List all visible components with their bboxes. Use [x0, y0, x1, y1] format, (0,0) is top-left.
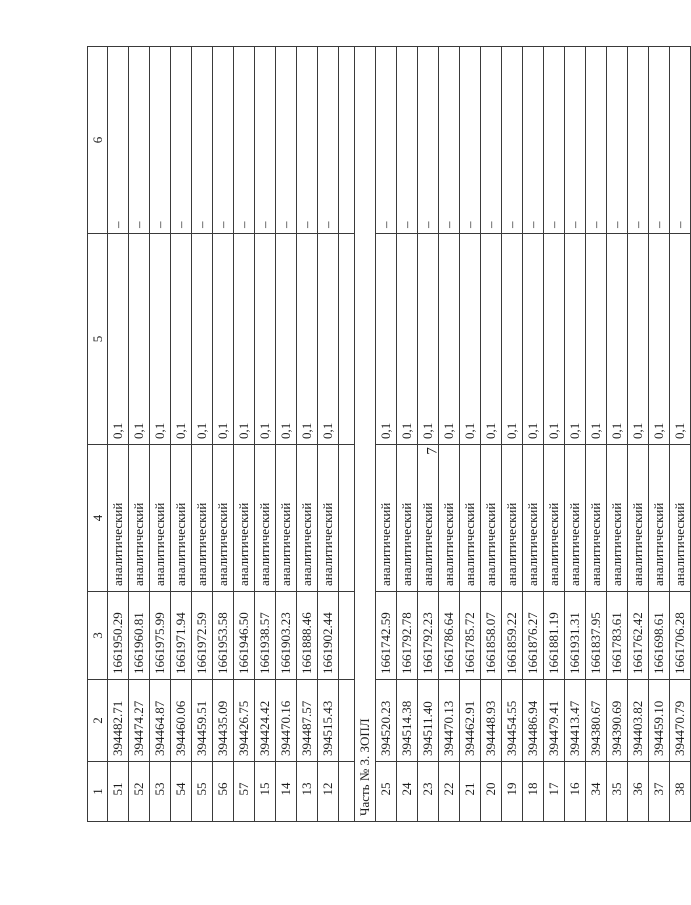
table-cell: 0,1 — [523, 234, 544, 445]
table-cell: – — [108, 47, 129, 234]
table-cell: аналитический — [439, 445, 460, 592]
table-cell: аналитический — [565, 445, 586, 592]
column-header: 6 — [88, 47, 108, 234]
table-cell: аналитический — [481, 445, 502, 592]
table-cell: 25 — [376, 762, 397, 822]
table-cell: 0,1 — [255, 234, 276, 445]
table-cell: 394448.93 — [481, 680, 502, 762]
table-cell: – — [276, 47, 297, 234]
table-cell: 0,1 — [397, 234, 418, 445]
table-cell: аналитический — [586, 445, 607, 592]
table-cell: 1661946.50 — [234, 592, 255, 680]
empty-cell — [339, 445, 355, 592]
table-cell: аналитический — [649, 445, 670, 592]
table-cell: – — [439, 47, 460, 234]
table-cell: 52 — [129, 762, 150, 822]
table-cell: 1661902.44 — [318, 592, 339, 680]
table-cell: аналитический — [502, 445, 523, 592]
table-cell: – — [460, 47, 481, 234]
table-cell: – — [150, 47, 171, 234]
table-row — [276, 47, 297, 822]
section-title: Часть № 3. ЗОПЛ — [355, 47, 376, 822]
table-cell: 394482.71 — [108, 680, 129, 762]
column-header: 4 — [88, 445, 108, 592]
column-header: 5 — [88, 234, 108, 445]
table-cell: 56 — [213, 762, 234, 822]
table-cell: 0,1 — [171, 234, 192, 445]
table-row — [192, 47, 213, 822]
table-row — [586, 47, 607, 822]
table-cell: 394390.69 — [607, 680, 628, 762]
table-cell: 51 — [108, 762, 129, 822]
table-cell: 1661938.57 — [255, 592, 276, 680]
table-cell: аналитический — [670, 445, 691, 592]
table-cell: 1661950.29 — [108, 592, 129, 680]
table-cell: – — [318, 47, 339, 234]
table-row — [213, 47, 234, 822]
table-cell: 23 — [418, 762, 439, 822]
table-cell: 55 — [192, 762, 213, 822]
table-cell: 1661972.59 — [192, 592, 213, 680]
table-cell: 0,1 — [628, 234, 649, 445]
table-row — [255, 47, 276, 822]
table-cell: – — [129, 47, 150, 234]
table-row — [565, 47, 586, 822]
table-cell: 0,1 — [129, 234, 150, 445]
table-cell: 1661859.22 — [502, 592, 523, 680]
coordinates-table — [87, 46, 691, 822]
table-cell: 17 — [544, 762, 565, 822]
table-cell: – — [523, 47, 544, 234]
table-row — [234, 47, 255, 822]
table-cell: 394454.55 — [502, 680, 523, 762]
table-cell: 22 — [439, 762, 460, 822]
table-cell: аналитический — [544, 445, 565, 592]
column-header: 3 — [88, 592, 108, 680]
table-cell: – — [418, 47, 439, 234]
table-cell: 394459.51 — [192, 680, 213, 762]
table-cell: 394403.82 — [628, 680, 649, 762]
table-cell: 1661783.61 — [607, 592, 628, 680]
table-cell: 394486.94 — [523, 680, 544, 762]
table-cell: 394470.13 — [439, 680, 460, 762]
table-cell: 394413.47 — [565, 680, 586, 762]
table-row — [481, 47, 502, 822]
table-cell: 1661858.07 — [481, 592, 502, 680]
empty-cell — [339, 592, 355, 680]
table-cell: 53 — [150, 762, 171, 822]
table-row — [397, 47, 418, 822]
table-cell: 1661786.64 — [439, 592, 460, 680]
table-cell: 12 — [318, 762, 339, 822]
table-cell: аналитический — [318, 445, 339, 592]
table-cell: 1661785.72 — [460, 592, 481, 680]
rotated-table-container — [87, 47, 687, 822]
table-cell: 0,1 — [234, 234, 255, 445]
table-cell: 394487.57 — [297, 680, 318, 762]
column-header: 2 — [88, 680, 108, 762]
table-cell: 21 — [460, 762, 481, 822]
table-row — [150, 47, 171, 822]
table-cell: 1661837.95 — [586, 592, 607, 680]
empty-cell — [339, 47, 355, 234]
table-cell: – — [297, 47, 318, 234]
table-cell: 0,1 — [460, 234, 481, 445]
table-row — [607, 47, 628, 822]
spacer-row — [339, 47, 355, 822]
table-header-row — [88, 47, 108, 822]
table-cell: 1661881.19 — [544, 592, 565, 680]
table-cell: 1661762.42 — [628, 592, 649, 680]
table-cell: 0,1 — [213, 234, 234, 445]
table-cell: – — [586, 47, 607, 234]
table-row — [418, 47, 439, 822]
section-title-row — [355, 47, 376, 822]
table-cell: 14 — [276, 762, 297, 822]
table-row — [129, 47, 150, 822]
table-cell: 37 — [649, 762, 670, 822]
table-cell: 1661888.46 — [297, 592, 318, 680]
table-row — [171, 47, 192, 822]
table-cell: аналитический — [255, 445, 276, 592]
table-cell: 394511.40 — [418, 680, 439, 762]
table-cell: 0,1 — [276, 234, 297, 445]
table-cell: 1661931.31 — [565, 592, 586, 680]
table-cell: – — [376, 47, 397, 234]
table-cell: аналитический — [213, 445, 234, 592]
table-cell: – — [502, 47, 523, 234]
table-row — [544, 47, 565, 822]
table-cell: 0,1 — [376, 234, 397, 445]
table-cell: аналитический — [523, 445, 544, 592]
table-cell: аналитический — [276, 445, 297, 592]
table-cell: 1661706.28 — [670, 592, 691, 680]
page-number: 7 — [424, 447, 441, 455]
table-cell: – — [649, 47, 670, 234]
table-cell: 35 — [607, 762, 628, 822]
table-row — [502, 47, 523, 822]
empty-cell — [339, 680, 355, 762]
table-cell: 1661742.59 — [376, 592, 397, 680]
table-cell: 20 — [481, 762, 502, 822]
table-cell: – — [544, 47, 565, 234]
table-cell: 0,1 — [565, 234, 586, 445]
table-cell: 36 — [628, 762, 649, 822]
table-cell: 0,1 — [607, 234, 628, 445]
table-cell: 1661971.94 — [171, 592, 192, 680]
table-cell: 394460.06 — [171, 680, 192, 762]
table-cell: 0,1 — [481, 234, 502, 445]
table-cell: 0,1 — [297, 234, 318, 445]
table-cell: 394435.09 — [213, 680, 234, 762]
table-row — [628, 47, 649, 822]
table-cell: 1661792.23 — [418, 592, 439, 680]
table-cell: 16 — [565, 762, 586, 822]
table-cell: 1661953.58 — [213, 592, 234, 680]
table-cell: 394462.91 — [460, 680, 481, 762]
table-cell: 394520.23 — [376, 680, 397, 762]
table-cell: 0,1 — [192, 234, 213, 445]
table-row — [649, 47, 670, 822]
table-cell: аналитический — [628, 445, 649, 592]
table-cell: 394515.43 — [318, 680, 339, 762]
table-cell: – — [234, 47, 255, 234]
table-cell: – — [171, 47, 192, 234]
table-cell: 0,1 — [502, 234, 523, 445]
table-cell: 0,1 — [108, 234, 129, 445]
table-cell: 1661960.81 — [129, 592, 150, 680]
table-cell: 1661876.27 — [523, 592, 544, 680]
table-cell: аналитический — [150, 445, 171, 592]
table-cell: – — [628, 47, 649, 234]
table-cell: 0,1 — [649, 234, 670, 445]
table-cell: аналитический — [129, 445, 150, 592]
table-cell: 394426.75 — [234, 680, 255, 762]
table-cell: 15 — [255, 762, 276, 822]
table-cell: 1661975.99 — [150, 592, 171, 680]
table-row — [108, 47, 129, 822]
table-cell: 0,1 — [150, 234, 171, 445]
table-cell: аналитический — [192, 445, 213, 592]
table-cell: – — [607, 47, 628, 234]
table-cell: 394479.41 — [544, 680, 565, 762]
table-cell: 394470.16 — [276, 680, 297, 762]
table-row — [439, 47, 460, 822]
table-cell: 19 — [502, 762, 523, 822]
table-cell: аналитический — [376, 445, 397, 592]
table-cell: аналитический — [607, 445, 628, 592]
table-cell: – — [255, 47, 276, 234]
table-cell: 0,1 — [439, 234, 460, 445]
table-cell: 18 — [523, 762, 544, 822]
table-cell: аналитический — [397, 445, 418, 592]
empty-cell — [339, 762, 355, 822]
table-cell: 394474.27 — [129, 680, 150, 762]
table-cell: – — [213, 47, 234, 234]
table-cell: 0,1 — [586, 234, 607, 445]
table-cell: аналитический — [297, 445, 318, 592]
table-cell: 1661903.23 — [276, 592, 297, 680]
table-cell: 0,1 — [318, 234, 339, 445]
table-cell: 394464.87 — [150, 680, 171, 762]
table-cell: 0,1 — [418, 234, 439, 445]
table-cell: 34 — [586, 762, 607, 822]
table-cell: 0,1 — [544, 234, 565, 445]
column-header: 1 — [88, 762, 108, 822]
table-cell: аналитический — [171, 445, 192, 592]
table-cell: 13 — [297, 762, 318, 822]
table-cell: 1661698.61 — [649, 592, 670, 680]
table-cell: 394424.42 — [255, 680, 276, 762]
table-cell: – — [192, 47, 213, 234]
table-cell: – — [565, 47, 586, 234]
table-cell: 1661792.78 — [397, 592, 418, 680]
table-cell: 394380.67 — [586, 680, 607, 762]
table-cell: 394459.10 — [649, 680, 670, 762]
table-cell: – — [670, 47, 691, 234]
table-cell: аналитический — [418, 445, 439, 592]
table-row — [460, 47, 481, 822]
table-cell: – — [397, 47, 418, 234]
table-row — [670, 47, 691, 822]
table-cell: аналитический — [108, 445, 129, 592]
table-cell: – — [481, 47, 502, 234]
table-cell: 57 — [234, 762, 255, 822]
table-cell: 394470.79 — [670, 680, 691, 762]
empty-cell — [339, 234, 355, 445]
table-cell: 24 — [397, 762, 418, 822]
table-row — [318, 47, 339, 822]
table-cell: аналитический — [234, 445, 255, 592]
table-row — [376, 47, 397, 822]
table-row — [297, 47, 318, 822]
table-cell: 0,1 — [670, 234, 691, 445]
table-cell: 54 — [171, 762, 192, 822]
table-cell: аналитический — [460, 445, 481, 592]
table-cell: 394514.38 — [397, 680, 418, 762]
table-row — [523, 47, 544, 822]
table-cell: 38 — [670, 762, 691, 822]
